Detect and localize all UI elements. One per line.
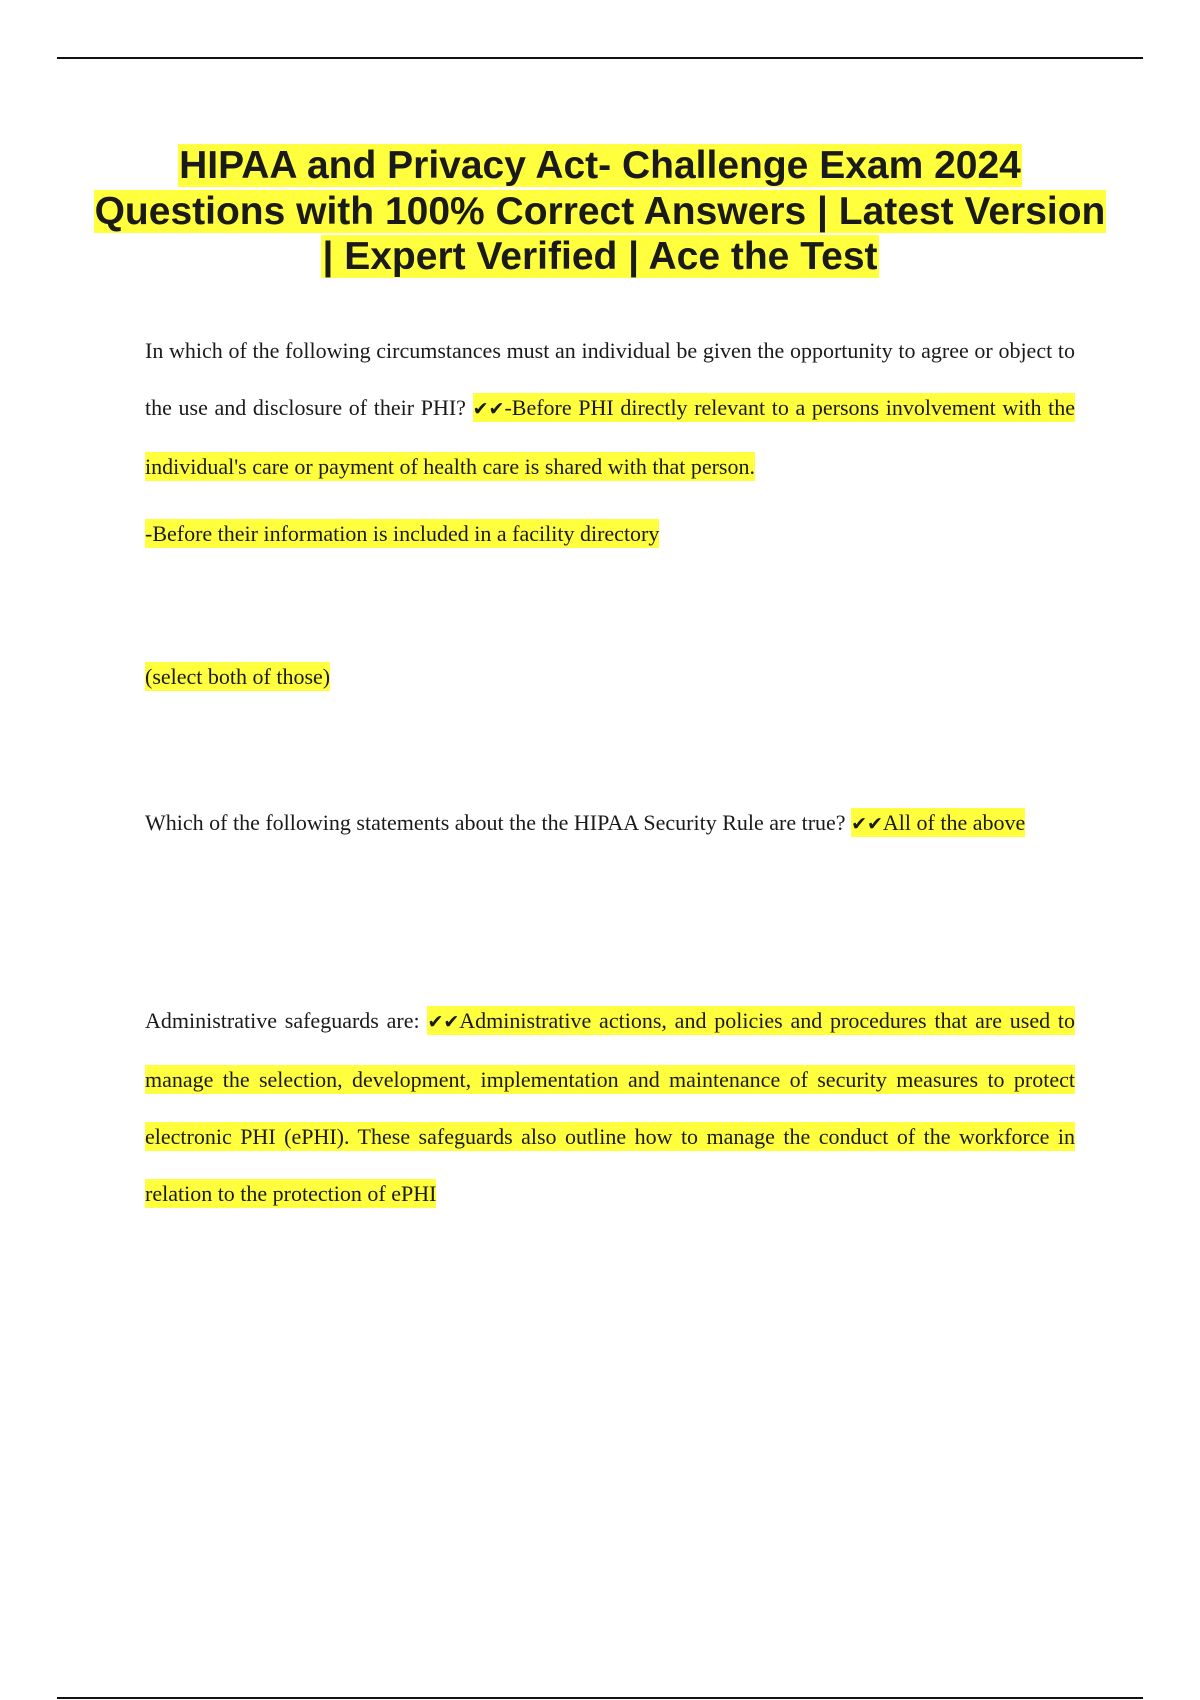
question-1 <box>145 322 1075 495</box>
document-title <box>90 143 1110 280</box>
footer-rule <box>57 1697 1143 1699</box>
answer-1-extra-text: -Before their information is included in a facility directory <box>145 521 660 546</box>
answer-1-note-text: (select both of those) <box>145 664 331 689</box>
answer-1-note <box>145 648 1075 705</box>
answer-3-text: Administrative actions, and policies and procedures that are used to manage the selection, development, implementation and maintenance of security measures to protect electronic PHI (ePHI). These safeguards also outline how to manage the conduct of the workforce in relation to the protection of ePHI <box>145 1008 1076 1206</box>
question-2-text: Which of the following statements about the the HIPAA Security Rule are true? <box>145 810 846 835</box>
check-mark-icon: ✔✔ <box>472 398 505 420</box>
check-mark-icon: ✔✔ <box>427 1011 460 1033</box>
answer-3-highlight <box>145 1006 1075 1208</box>
answer-2-highlight <box>851 808 1025 837</box>
question-3 <box>145 992 1075 1222</box>
answer-1-extra <box>145 505 1075 562</box>
header-rule <box>57 57 1143 59</box>
question-3-text: Administrative safeguards are: <box>145 1008 420 1033</box>
question-1-text: In which of the following circumstances must an individual be given the opportunity to agree or object to the use and disclosure of their PHI? <box>145 338 1075 420</box>
check-mark-icon: ✔✔ <box>851 813 883 835</box>
title-highlight: HIPAA and Privacy Act- Challenge Exam 2024 Questions with 100% Correct Answers | Latest Version | Expert Verified | Ace the Test <box>94 144 1106 278</box>
question-2 <box>145 794 1075 853</box>
answer-1-text: -Before PHI directly relevant to a persons involvement with the individual's care or payment of health care is shared with that person. <box>145 395 1076 479</box>
answer-2-text: All of the above <box>882 810 1026 835</box>
